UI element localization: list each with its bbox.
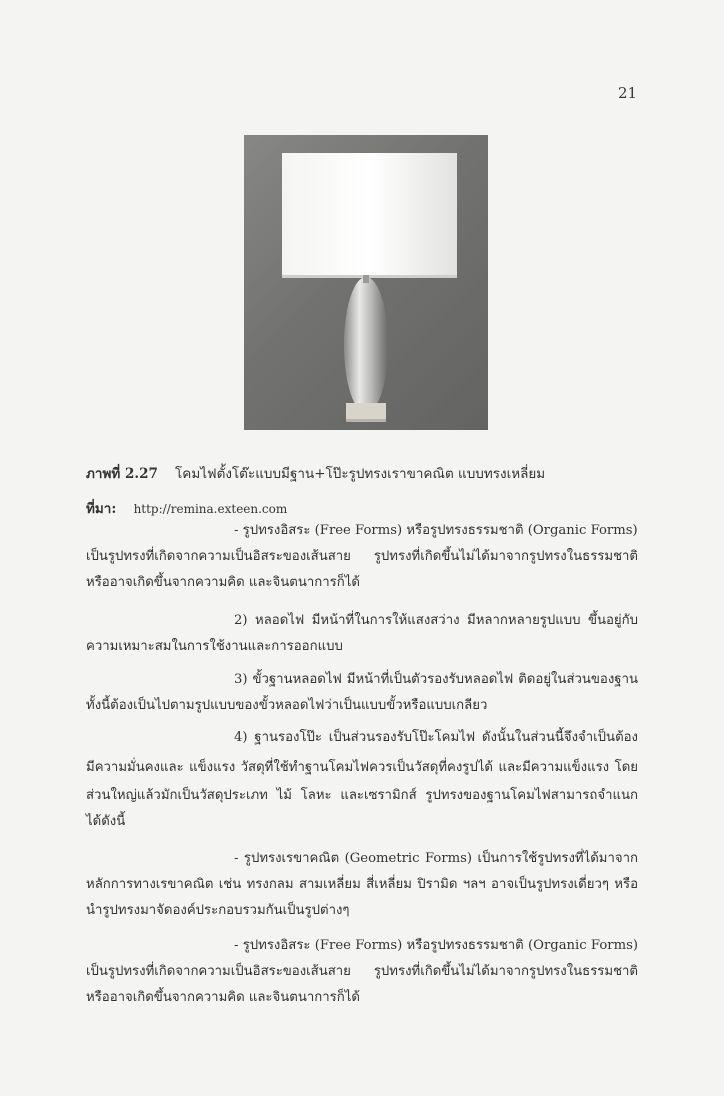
page-number: 21 [618,84,638,102]
body-line: หรืออาจเกิดขึ้นจากความคิด และจินตนาการก็ได้ [86,575,360,590]
lamp-photo [244,135,488,430]
caption-label: ภาพที่ 2.27 [86,466,158,482]
body-line: 3) ขั้วฐานหลอดไฟ มีหน้าที่เป็นตัวรองรับหลอดไฟ ติดอยู่ในส่วนของฐาน [234,672,638,687]
body-line: 4) ฐานรองโป๊ะ เป็นส่วนรองรับโป๊ะโคมไฟ ดังนั้นในส่วนนี้จึงจำเป็นต้อง [234,730,638,745]
body-line: ส่วนใหญ่แล้วมักเป็นวัสดุประเภท ไม้ โลหะ และเซรามิกส์ รูปทรงของฐานโคมไฟสามารถจำแนก [86,788,638,803]
source-label: ที่มา: [86,501,117,517]
body-line: นำรูปทรงมาจัดองค์ประกอบรวมกันเป็นรูปต่างๆ [86,903,350,918]
body-line: หรืออาจเกิดขึ้นจากความคิด และจินตนาการก็ได้ [86,990,360,1005]
figure-caption [86,462,545,484]
caption-text: โคมไฟตั้งโต๊ะแบบมีฐาน+โป๊ะรูปทรงเราขาคณิต แบบทรงเหลี่ยม [175,466,546,482]
body-line: - รูปทรงเรขาคณิต (Geometric Forms) เป็นการใช้รูปทรงที่ได้มาจาก [234,851,638,866]
body-line: หลักการทางเรขาคณิต เช่น ทรงกลม สามเหลี่ยม สี่เหลี่ยม ปิรามิด ฯลฯ อาจเป็นรูปทรงเดี่ยวๆ หรือ [86,877,638,892]
body-line: ความเหมาะสมในการใช้งานและการออกแบบ [86,639,343,654]
body-line: - รูปทรงอิสระ (Free Forms) หรือรูปทรงธรรมชาติ (Organic Forms) [234,523,638,538]
body-line: ทั้งนี้ต้องเป็นไปตามรูปแบบของขั้วหลอดไฟว่าเป็นแบบขั้วหรือแบบเกลียว [86,698,488,713]
body-line: เป็นรูปทรงที่เกิดจากความเป็นอิสระของเส้นสาย รูปทรงที่เกิดขึ้นไม่ได้มาจากรูปทรงในธรรมชาติ [86,964,638,979]
body-line: มีความมั่นคงและ แข็งแรง วัสดุที่ใช้ทำฐานโคมไฟควรเป็นวัสดุที่คงรูปได้ และมีความแข็งแรง โดย [86,760,638,775]
figure-source [86,497,287,519]
body-line: เป็นรูปทรงที่เกิดจากความเป็นอิสระของเส้นสาย รูปทรงที่เกิดขึ้นไม่ได้มาจากรูปทรงในธรรมชาติ [86,549,638,564]
body-line: - รูปทรงอิสระ (Free Forms) หรือรูปทรงธรรมชาติ (Organic Forms) [234,938,638,953]
source-url: http://remina.exteen.com [133,502,288,516]
body-line: ได้ดังนี้ [86,814,126,829]
body-line: 2) หลอดไฟ มีหน้าที่ในการให้แสงสว่าง มีหลากหลายรูปแบบ ขึ้นอยู่กับ [234,613,638,628]
table-lamp-icon [244,135,488,430]
